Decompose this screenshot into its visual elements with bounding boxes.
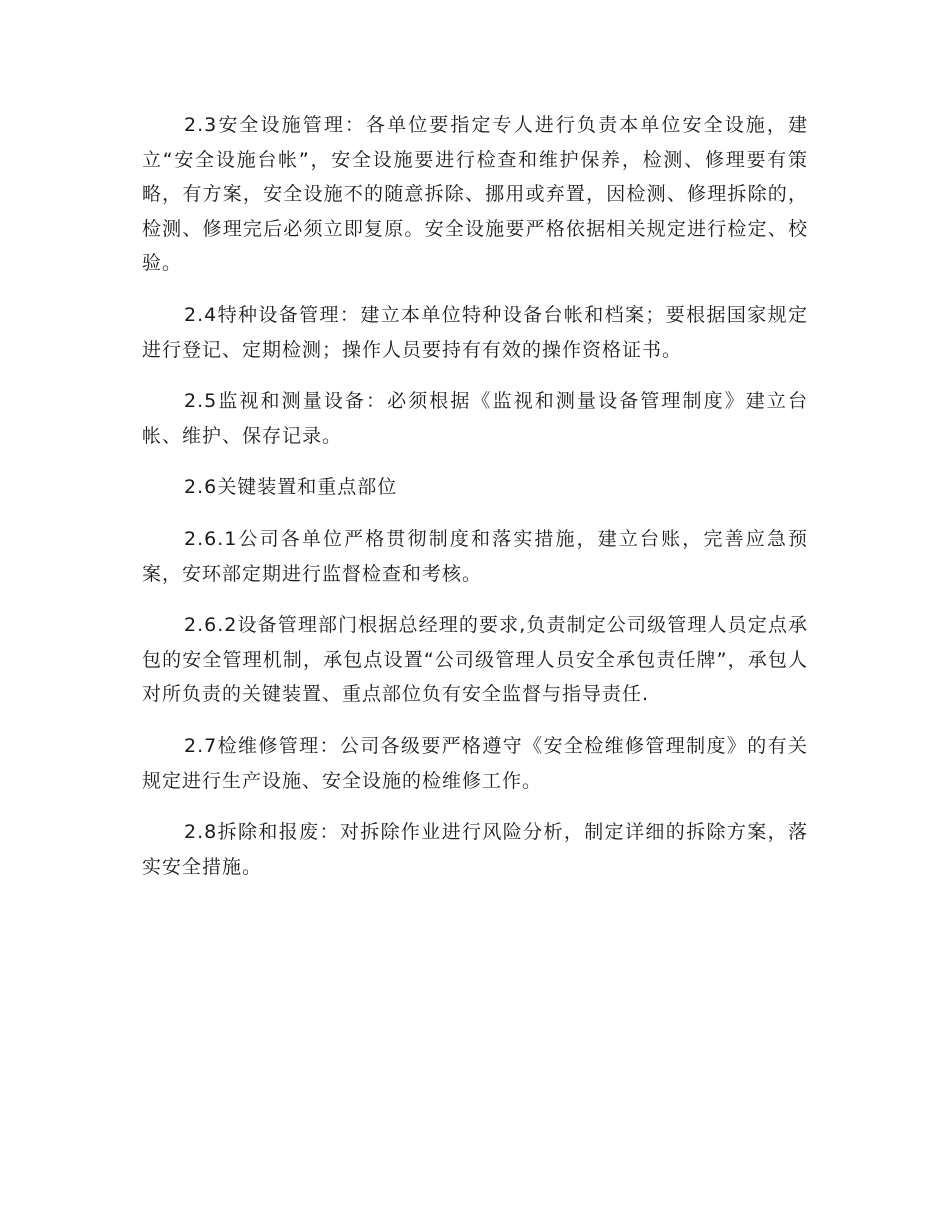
paragraph-2-3: 2.3安全设施管理：各单位要指定专人进行负责本单位安全设施，建立“安全设施台帐”，安全设施要进行检查和维护保养，检测、修理要有策略，有方案，安全设施不的随意拆除、挪用或弃置，因检测、修理拆除的，检测、修理完后必须立即复原。安全设施要严格依据相关规定进行检定、校验。 — [142, 114, 808, 275]
paragraph-2-6-2: 2.6.2设备管理部门根据总经理的要求,负责制定公司级管理人员定点承包的安全管理机制，承包点设置“公司级管理人员安全承包责任牌”，承包人对所负责的关键装置、重点部位负有安全监督与指导责任. — [142, 614, 808, 706]
paragraph-2-7: 2.7检维修管理：公司各级要严格遵守《安全检维修管理制度》的有关规定进行生产设施、安全设施的检维修工作。 — [142, 734, 808, 792]
paragraph-2-5: 2.5监视和测量设备：必须根据《监视和测量设备管理制度》建立台帐、维护、保存记录。 — [142, 390, 808, 447]
document-page — [142, 108, 808, 901]
paragraph-2-6-1: 2.6.1公司各单位严格贯彻制度和落实措施，建立台账，完善应急预案，安环部定期进行监督检查和考核。 — [142, 527, 808, 585]
paragraph-2-6: 2.6关键装置和重点部位 — [184, 476, 398, 499]
paragraph-2-8: 2.8拆除和报废：对拆除作业进行风险分析，制定详细的拆除方案，落实安全措施。 — [142, 821, 808, 878]
paragraph-2-4: 2.4特种设备管理：建立本单位特种设备台帐和档案；要根据国家规定进行登记、定期检测；操作人员要持有有效的操作资格证书。 — [142, 303, 808, 361]
